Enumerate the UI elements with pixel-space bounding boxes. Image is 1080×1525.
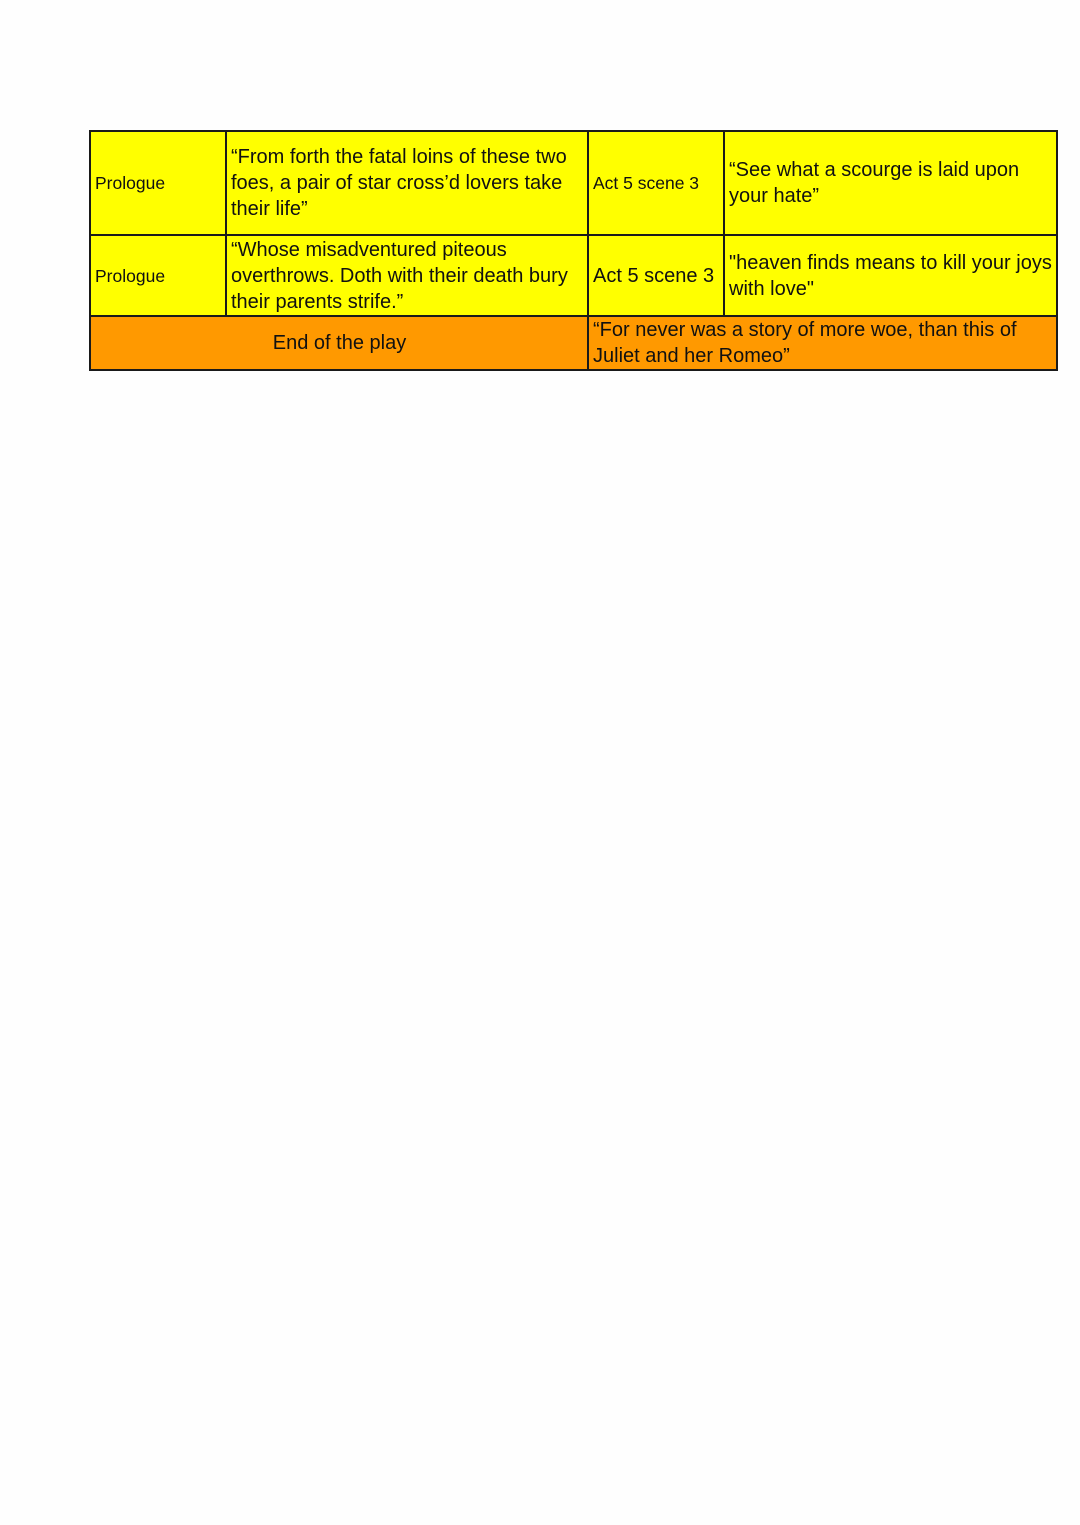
- table-row-footer: [90, 316, 1057, 370]
- link-section-cell: Act 5 scene 3: [588, 235, 724, 316]
- link-section-cell: Act 5 scene 3: [588, 131, 724, 235]
- table-row: [90, 235, 1057, 316]
- section-cell: Prologue: [90, 131, 226, 235]
- link-quote-cell: “See what a scourge is laid upon your hate”: [724, 131, 1057, 235]
- footer-quote-cell: “For never was a story of more woe, than this of Juliet and her Romeo”: [588, 316, 1057, 370]
- quote-cell: “From forth the fatal loins of these two foes, a pair of star cross’d lovers take their life”: [226, 131, 588, 235]
- link-quote-cell: "heaven finds means to kill your joys with love": [724, 235, 1057, 316]
- quote-cell: “Whose misadventured piteous overthrows. Doth with their death bury their parents strife.”: [226, 235, 588, 316]
- quote-table: [89, 130, 1058, 371]
- section-cell: Prologue: [90, 235, 226, 316]
- table-row: [90, 131, 1057, 235]
- footer-label-cell: End of the play: [90, 316, 588, 370]
